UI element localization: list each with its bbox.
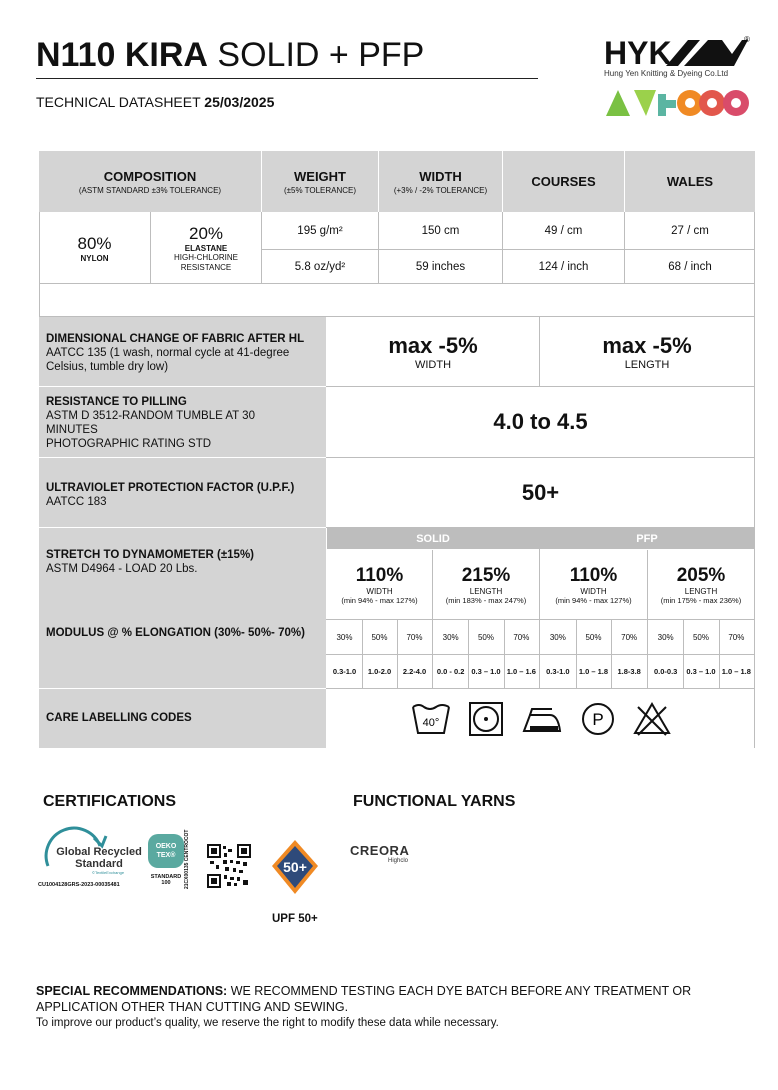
title-light: SOLID + PFP	[217, 36, 425, 74]
no-bleach-icon	[632, 701, 672, 737]
datasheet-table	[39, 151, 755, 748]
certifications-title: CERTIFICATIONS	[43, 793, 177, 810]
stretch-value: 110%	[355, 564, 404, 586]
modulus-title: MODULUS @ % ELONGATION (30%- 50%- 70%)	[46, 627, 305, 639]
modulus-value: 2.2-4.0	[402, 667, 427, 676]
svg-text:P: P	[591, 709, 604, 729]
modulus-value: 1.0 – 1.8	[578, 667, 609, 676]
logo-reg-mark: ®	[744, 35, 750, 44]
width-imperial: 59 inches	[415, 260, 466, 273]
logo-brand-text: HYK	[604, 35, 672, 71]
subtitle-label: TECHNICAL DATASHEET	[36, 94, 201, 110]
fiber2-desc: HIGH-CHLORINE RESISTANCE	[173, 252, 238, 272]
dimensional-width-value: max -5%	[388, 332, 478, 358]
fiber2-pct: 20%	[188, 223, 224, 243]
tumble-dry-icon	[468, 701, 504, 737]
dimensional-desc: AATCC 135 (1 wash, normal cycle at 41-degree Celsius, tumble dry low)	[46, 347, 290, 373]
modulus-pct: 50%	[585, 632, 602, 642]
svg-text:50+: 50+	[283, 859, 307, 875]
subtitle	[36, 94, 274, 110]
fiber2-cell	[151, 213, 261, 283]
modulus-pct: 30%	[549, 632, 566, 642]
width-metric: 150 cm	[421, 225, 460, 237]
footer-note: To improve our product’s quality, we reserve the right to modify these data while necessary.	[36, 1017, 499, 1029]
title-bold: N110 KIRA	[36, 36, 208, 74]
logo-company-name: Hung Yen Knitting & Dyeing Co.Ltd	[604, 69, 729, 78]
upf-value-cell	[327, 458, 754, 527]
composition-tolerance: (ASTM STANDARD ±3% TOLERANCE)	[78, 185, 222, 195]
grs-logo	[36, 822, 144, 892]
dimensional-label	[46, 332, 321, 374]
modulus-pct: 70%	[406, 632, 423, 642]
wash-40-icon	[410, 701, 452, 737]
wales-imperial: 68 / inch	[668, 260, 712, 273]
care-label	[46, 711, 321, 725]
modulus-pct: 30%	[657, 632, 674, 642]
weight-metric: 195 g/m²	[297, 225, 343, 237]
modulus-value: 1.8-3.8	[617, 667, 641, 676]
dimensional-width	[327, 317, 539, 386]
dimensional-length	[540, 317, 754, 386]
logo-graphic	[604, 34, 752, 124]
stretch-cell-1	[327, 550, 432, 619]
dimensional-length-label: LENGTH	[624, 358, 670, 371]
oeko-code: 21CX00135 CENTROCOT	[184, 829, 190, 889]
modulus-pct: 50%	[692, 632, 709, 642]
creora-logo	[350, 843, 409, 864]
weight-title: WEIGHT	[294, 168, 346, 184]
modulus-pct: 30%	[336, 632, 353, 642]
oeko-standard: STANDARD 100	[150, 874, 182, 886]
width-header	[379, 151, 502, 212]
stretch-value: 110%	[569, 564, 618, 586]
footer-label: SPECIAL RECOMMENDATIONS:	[36, 984, 228, 998]
fiber1-pct: 80%	[77, 233, 112, 253]
modulus-value: 0.0-0.3	[653, 667, 678, 676]
modulus-pct: 70%	[728, 632, 745, 642]
dimensional-length-value: max -5%	[602, 332, 692, 358]
stretch-label	[46, 548, 321, 576]
stretch-dir: LENGTH	[469, 586, 503, 596]
modulus-value: 0.0 - 0.2	[436, 667, 465, 676]
stretch-cell-2	[433, 550, 539, 619]
grs-name: Global Recycled Standard	[56, 846, 142, 870]
stretch-dir: WIDTH	[580, 586, 607, 596]
courses-metric: 49 / cm	[544, 225, 583, 237]
modulus-label	[46, 626, 321, 640]
wales-header	[625, 151, 755, 212]
weight-imperial: 5.8 oz/yd²	[294, 260, 346, 273]
modulus-value: 0.3 – 1.0	[686, 667, 716, 676]
dry-clean-p-icon	[580, 701, 616, 737]
solid-header: SOLID	[327, 528, 539, 549]
svg-text:40°: 40°	[422, 716, 439, 729]
qr-code-icon	[207, 844, 251, 888]
upf-title: ULTRAVIOLET PROTECTION FACTOR (U.P.F.)	[46, 482, 295, 494]
upf-label	[46, 481, 321, 509]
modulus-pct: 70%	[621, 632, 638, 642]
wales-title: WALES	[666, 174, 714, 189]
upf-value: 50+	[521, 479, 560, 505]
modulus-value: 1.0 – 1.8	[721, 667, 751, 676]
stretch-cell-3	[540, 550, 647, 619]
courses-imperial: 124 / inch	[538, 260, 589, 273]
weight-header	[262, 151, 378, 212]
stretch-dir: WIDTH	[366, 586, 393, 596]
company-logo	[604, 34, 752, 124]
stretch-cell-4	[648, 550, 754, 619]
fiber1-cell	[39, 213, 150, 283]
creora-brand: CREORA	[350, 843, 410, 858]
upf-desc: AATCC 183	[46, 496, 107, 508]
modulus-value: 0.3-1.0	[546, 667, 570, 676]
width-title: WIDTH	[419, 168, 462, 184]
composition-header	[39, 151, 261, 212]
dimensional-width-label: WIDTH	[414, 358, 452, 371]
modulus-pct: 30%	[442, 632, 459, 642]
stretch-value: 215%	[461, 564, 511, 586]
care-icons	[327, 689, 754, 748]
care-title: CARE LABELLING CODES	[46, 712, 192, 724]
iron-icon	[520, 701, 564, 737]
pilling-value: 4.0 to 4.5	[493, 409, 588, 434]
modulus-value: 1.0 – 1.6	[506, 667, 536, 676]
stretch-range: (min 183% - max 247%)	[445, 595, 527, 605]
stretch-value: 205%	[676, 564, 726, 586]
upf-badge-icon	[270, 838, 320, 896]
upf-caption: UPF 50+	[272, 913, 318, 925]
stretch-range: (min 94% - max 127%)	[341, 595, 418, 605]
courses-title: COURSES	[531, 174, 596, 189]
modulus-pct: 50%	[371, 632, 388, 642]
grs-small: ©TextileExchange	[92, 870, 125, 875]
stretch-range: (min 175% - max 236%)	[660, 595, 742, 605]
pilling-value-cell	[327, 387, 754, 457]
footer-text: WE RECOMMEND TESTING EACH DYE BATCH BEFORE ANY TREATMENT OR APPLICATION OTHER THAN CUTTING AND SEWING.	[36, 984, 692, 1014]
modulus-value: 0.3 – 1.0	[471, 667, 501, 676]
width-tolerance: (+3% / -2% TOLERANCE)	[393, 185, 488, 195]
stretch-range: (min 94% - max 127%)	[555, 595, 632, 605]
fiber2-name: ELASTANE	[184, 243, 228, 253]
pilling-desc2: PHOTOGRAPHIC RATING STD	[46, 438, 212, 450]
composition-title: COMPOSITION	[103, 168, 197, 184]
oeko-top: OEKO TEX®	[155, 843, 177, 859]
modulus-pct: 50%	[477, 632, 494, 642]
subtitle-date: 25/03/2025	[204, 94, 275, 110]
fiber1-name: NYLON	[80, 253, 109, 263]
weight-tolerance: (±5% TOLERANCE)	[283, 185, 357, 195]
modulus-value: 0.3-1.0	[332, 667, 357, 676]
oeko-tex-logo	[146, 834, 186, 890]
wales-metric: 27 / cm	[671, 225, 709, 237]
pfp-header: PFP	[540, 528, 754, 549]
functional-yarns-title: FUNCTIONAL YARNS	[353, 793, 516, 810]
modulus-pct: 70%	[513, 632, 530, 642]
dimensional-title: DIMENSIONAL CHANGE OF FABRIC AFTER HL	[46, 333, 305, 345]
stretch-title: STRETCH TO DYNAMOMETER (±15%)	[46, 549, 254, 561]
page-title	[36, 36, 424, 75]
logo-triangle-icon	[606, 90, 630, 116]
special-recommendations	[36, 983, 726, 1015]
courses-header	[503, 151, 624, 212]
stretch-dir: LENGTH	[684, 586, 718, 596]
pilling-title: RESISTANCE TO PILLING	[46, 396, 187, 408]
creora-sub: Highclo	[388, 858, 409, 864]
modulus-value: 1.0-2.0	[367, 667, 392, 676]
stretch-desc: ASTM D4964 - LOAD 20 Lbs.	[46, 563, 198, 575]
pilling-label	[46, 395, 296, 451]
grs-code: CU1004128GRS-2023-00035481	[38, 882, 120, 888]
title-divider	[36, 78, 538, 79]
pilling-desc1: ASTM D 3512-RANDOM TUMBLE AT 30 MINUTES	[46, 410, 255, 436]
label-column	[39, 317, 326, 748]
